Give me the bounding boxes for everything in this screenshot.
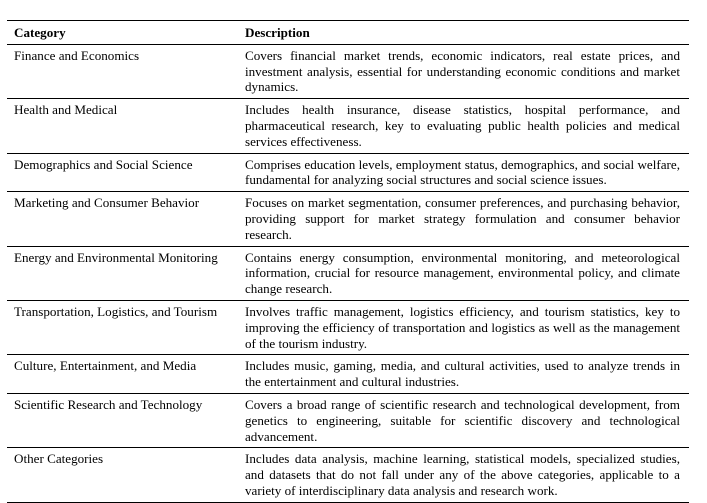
table-row [7, 300, 689, 354]
row-category: Health and Medical [14, 102, 118, 118]
row-description: Contains energy consumption, environmental monitoring, and meteorological information, crucial for resource management, environmental policy, and climate change research. [245, 249, 680, 297]
table-row [7, 448, 689, 502]
row-category: Energy and Environmental Monitoring [14, 249, 218, 265]
table-row [7, 192, 689, 246]
row-description: Comprises education levels, employment status, demographics, and social welfare, fundamental for analyzing social structures and social science issues. [245, 156, 680, 188]
table-row [7, 355, 689, 394]
category-table-container [7, 20, 689, 503]
row-description: Involves traffic management, logistics efficiency, and tourism statistics, key to improving the efficiency of transportation and logistics as well as the management of the tourism industry. [245, 303, 680, 351]
row-category: Culture, Entertainment, and Media [14, 358, 197, 374]
row-description: Includes health insurance, disease statistics, hospital performance, and pharmaceutical research, key to evaluating public health policies and medical services effectiveness. [245, 102, 680, 149]
table-row [7, 153, 689, 192]
row-description: Focuses on market segmentation, consumer preferences, and purchasing behavior, providing support for market strategy formulation and consumer behavior research. [245, 195, 680, 242]
table-row [7, 393, 689, 447]
row-category: Scientific Research and Technology [14, 396, 203, 412]
row-description: Includes music, gaming, media, and cultural activities, used to analyze trends in the entertainment and cultural industries. [245, 358, 680, 390]
row-category: Marketing and Consumer Behavior [14, 195, 200, 211]
row-category: Demographics and Social Science [14, 156, 193, 172]
row-description: Covers a broad range of scientific research and technological development, from genetics to engineering, suitable for scientific discovery and technological advancement. [245, 396, 680, 444]
header-description: Description [245, 25, 310, 40]
row-description: Includes data analysis, machine learning, statistical models, specialized studies, and datasets that do not fall under any of the above categories, applicable to a variety of interdisciplinary data analysis and research work. [245, 451, 680, 498]
table-row [7, 99, 689, 153]
table-row [7, 246, 689, 300]
row-description: Covers financial market trends, economic indicators, real estate prices, and investment analysis, essential for understanding economic conditions and market dynamics. [245, 47, 680, 95]
row-category: Transportation, Logistics, and Tourism [14, 303, 218, 319]
table-header-row [7, 21, 689, 45]
table-row [7, 44, 689, 98]
category-table [7, 20, 689, 503]
header-category: Category [14, 25, 66, 40]
row-category: Finance and Economics [14, 47, 140, 63]
row-category: Other Categories [14, 451, 104, 467]
